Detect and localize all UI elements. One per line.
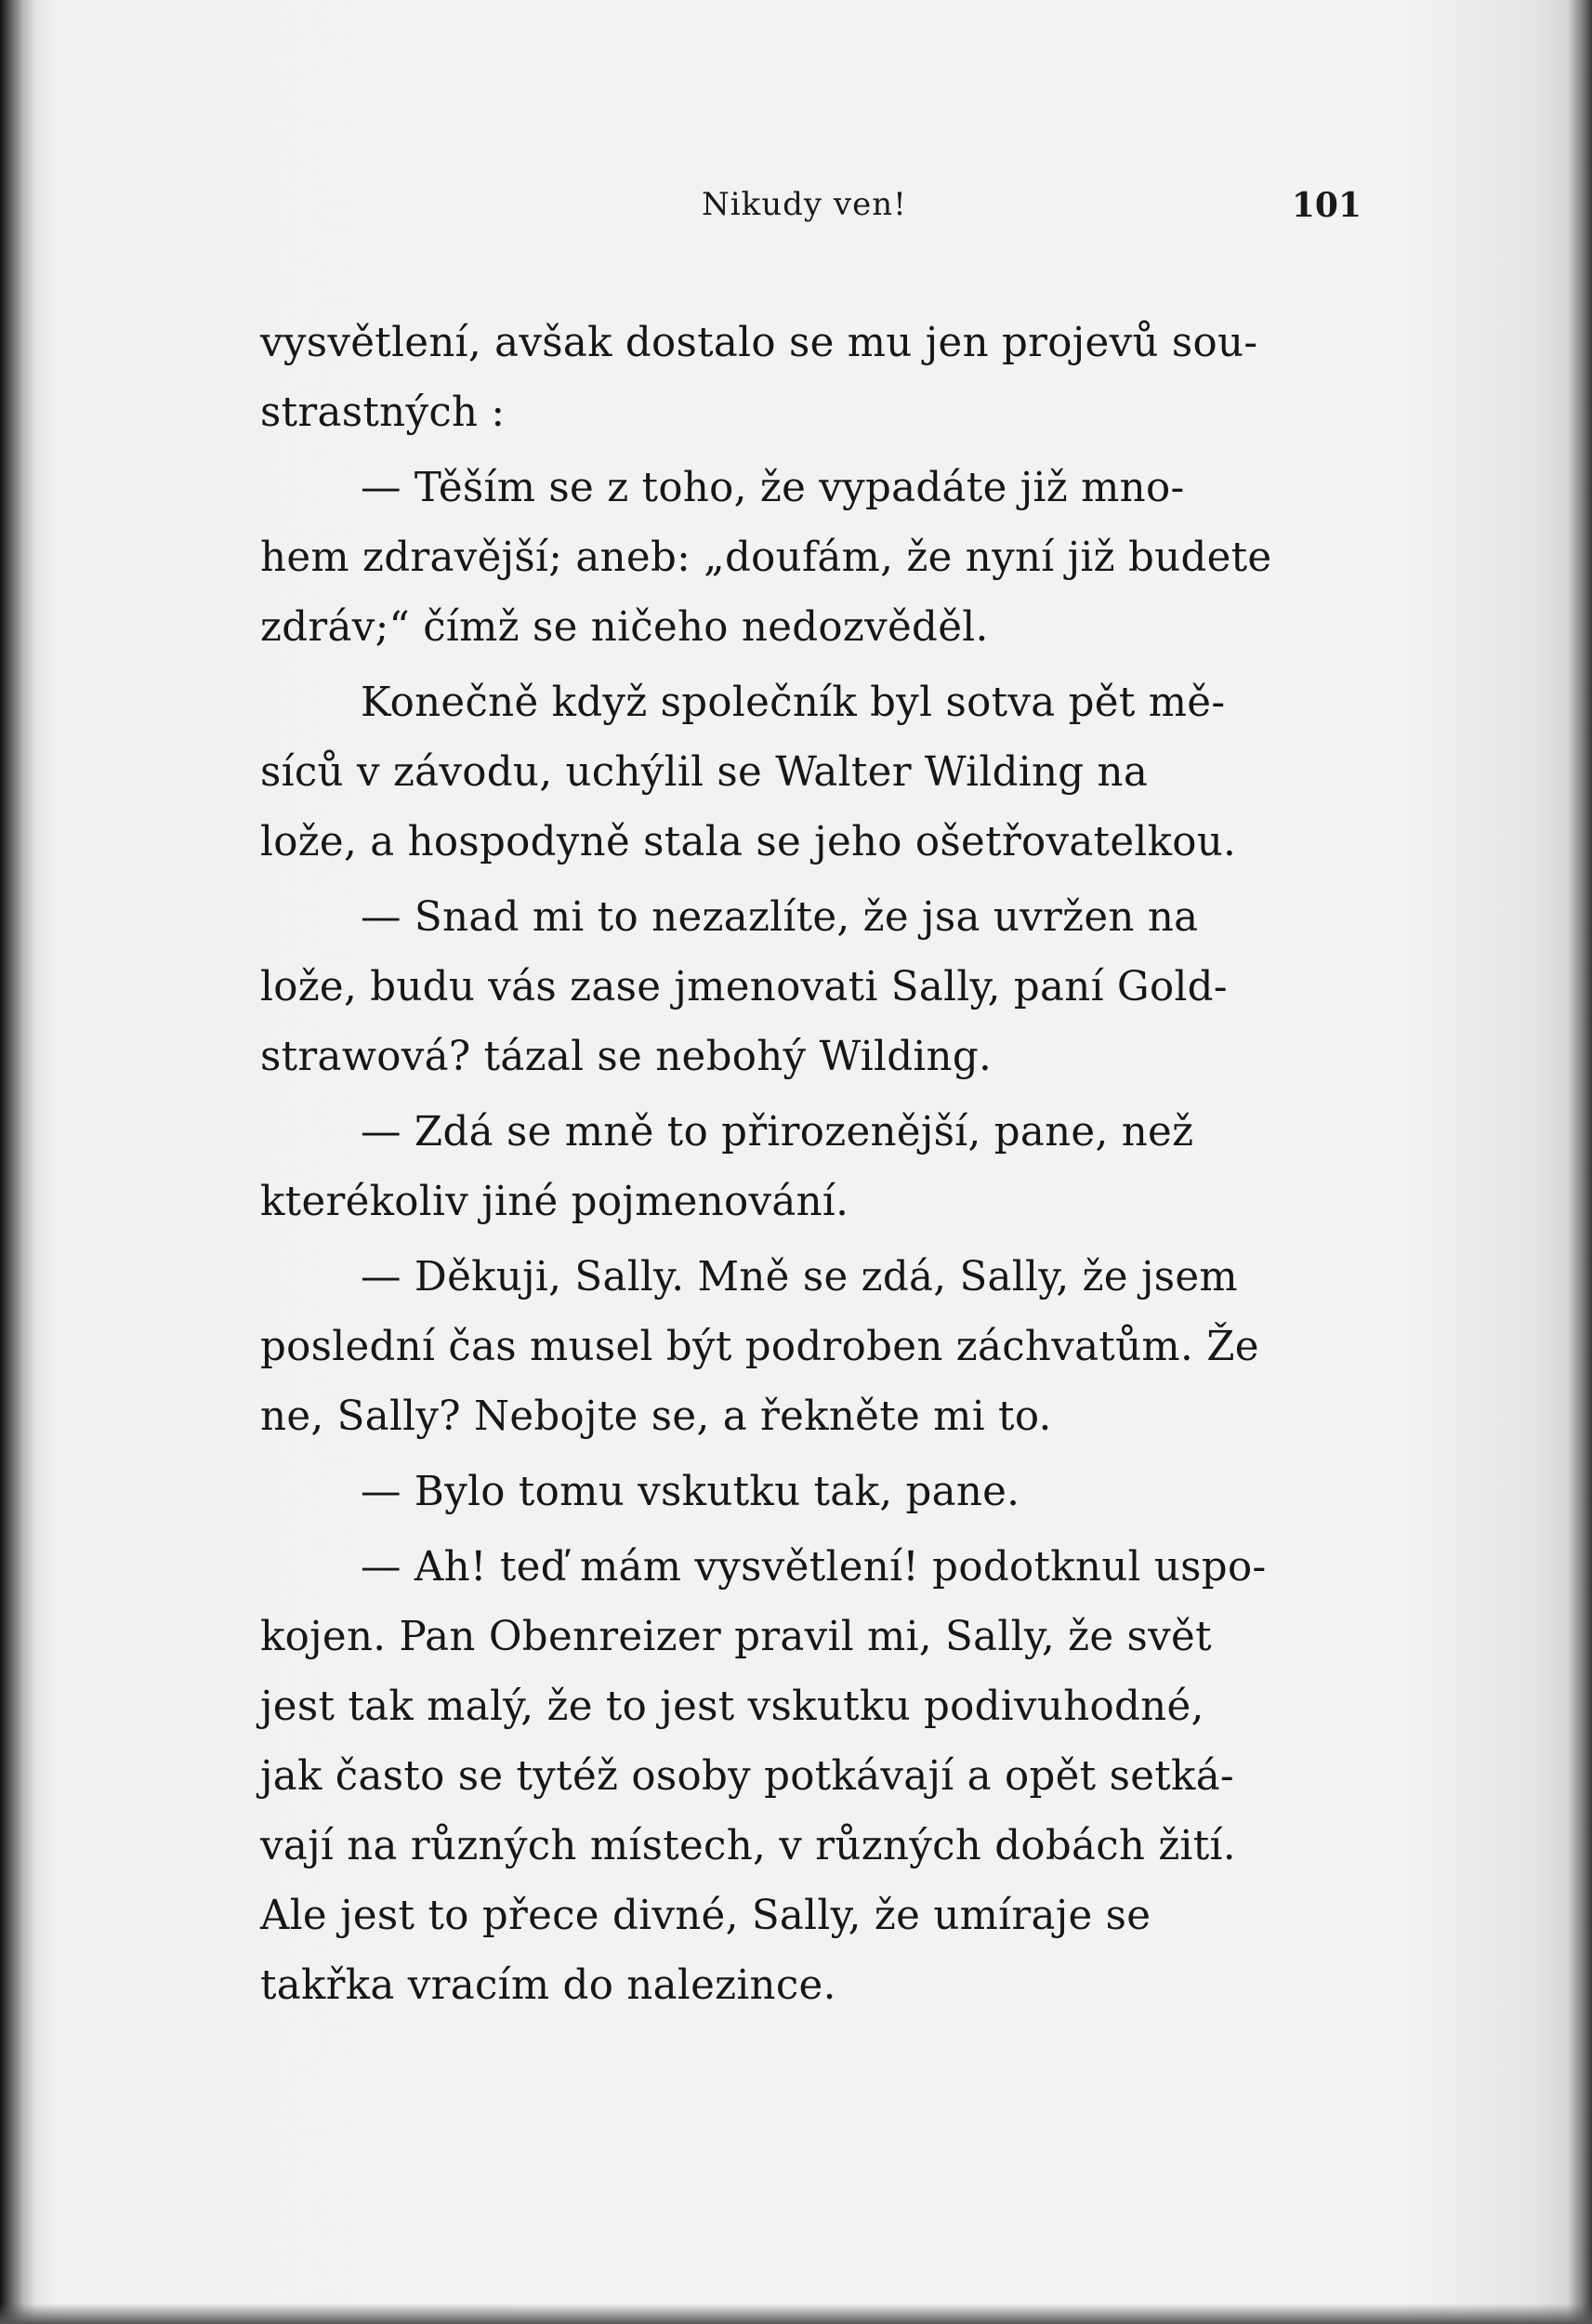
body-text — [260, 309, 1362, 2027]
paragraph: Konečně když společník byl sotva pět mě- síců v závodu, uchýlil se Walter Wilding na lože, a hospodyně stala se jeho ošetřovatelkou. — [260, 680, 1237, 865]
paragraph: — Děkuji, Sally. Mně se zdá, Sally, že jsem poslední čas musel být podroben záchvatům. Že ne, Sally? Nebojte se, a řekněte mi to. — [260, 1254, 1259, 1440]
page-edge-right — [1568, 0, 1592, 2324]
spine-shadow — [0, 0, 35, 2324]
paragraph: — Ah! teď mám vysvětlení! podotknul uspo- kojen. Pan Obenreizer pravil mi, Sally, že svět jest tak malý, že to jest vskutku podivuhodné, jak často se tytéž osoby potkávají a opět setká- vají na různých místech, v různých dobách žití. Ale jest to přece divné, Sally, že umíraje se takřka vracím do nalezince. — [260, 1544, 1267, 2009]
paragraph: — Těším se z toho, že vypadáte již mno- hem zdravější; aneb: „doufám, že nyní již budete zdráv;“ čímž se ničeho nedozvěděl. — [260, 465, 1272, 651]
paragraph: — Zdá se mně to přirozenější, pane, než kterékoliv jiné pojmenování. — [260, 1109, 1194, 1225]
paragraph: — Bylo tomu vskutku tak, pane. — [361, 1469, 1020, 1515]
page-number: 101 — [1291, 186, 1362, 225]
paragraph: — Snad mi to nezazlíte, že jsa uvržen na lože, budu vás zase jmenovati Sally, paní Gold- strawová? tázal se nebohý Wilding. — [260, 894, 1228, 1080]
page-edge-bottom — [0, 2304, 1592, 2324]
running-title: Nikudy ven! — [702, 186, 907, 223]
page-header — [260, 186, 1362, 242]
paragraph: vysvětlení, avšak dostalo se mu jen projevů sou- strastných : — [260, 320, 1258, 436]
